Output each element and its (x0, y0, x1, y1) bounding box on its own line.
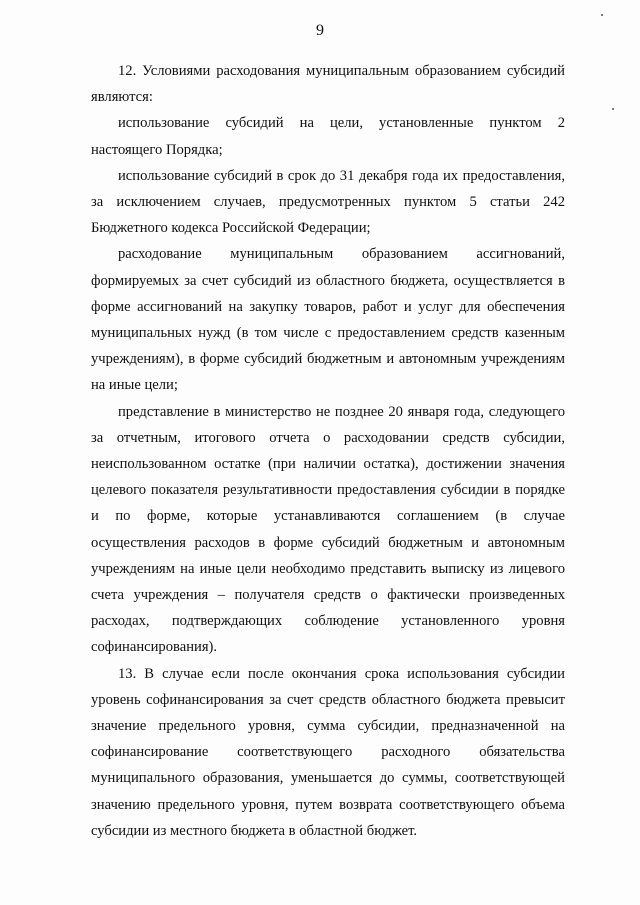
paragraph-12-conditions: 12. Условиями расходования муниципальным образованием субсидий являются: (91, 63, 565, 106)
page-number: 9 (316, 22, 324, 39)
scan-speck (601, 14, 603, 16)
paragraph-subsidy-purpose: использование субсидий на цели, установленные пунктом 2 настоящего Порядка; (91, 115, 565, 158)
document-body (91, 58, 565, 844)
scan-speck (612, 108, 614, 110)
paragraph-report-submission: представление в министерство не позднее 20 января года, следующего за отчетным, итогового отчета о расходовании средств субсидии, неиспользованном остатке (при наличии остатка), достижении значения целевого показателя результативности предоставления субсидии в порядке и по форме, которые устанавливаются соглашением (в случае осуществления расходов в форме субсидий бюджетным и автономным учреждениям на иные цели необходимо представить выписку из лицевого счета учреждения – получателя средств о фактически произведенных расходах, подтверждающих соблюдение установленного уровня софинансирования). (91, 403, 565, 656)
paragraph-subsidy-deadline: использование субсидий в срок до 31 декабря года их предоставления, за исключением случаев, предусмотренных пунктом 5 статьи 242 Бюджетного кодекса Российской Федерации; (91, 167, 565, 237)
paragraph-13-cofinancing: 13. В случае если после окончания срока использования субсидии уровень софинансирования за счет средств областного бюджета превысит значение предельного уровня, сумма субсидии, предназначенной на софинансирование соответствующего расходного обязательства муниципального образования, уменьшается до суммы, соответствующей значению предельного уровня, путем возврата соответствующего объема субсидии из местного бюджета в областной бюджет. (91, 665, 565, 839)
paragraph-allocations: расходование муниципальным образованием ассигнований, формируемых за счет субсидий из областного бюджета, осуществляется в форме ассигнований на закупку товаров, работ и услуг для обеспечения муниципальных нужд (в том числе с предоставлением средств казенным учреждениям), в форме субсидий бюджетным и автономным учреждениям на иные цели; (91, 246, 565, 394)
